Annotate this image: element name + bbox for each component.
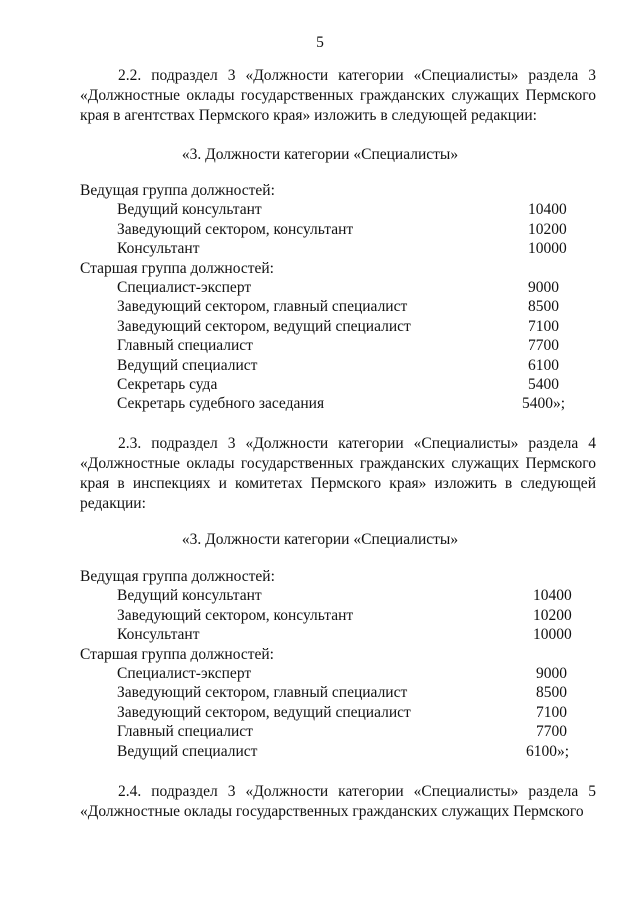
paragraph-2-4: 2.4. подраздел 3 «Должности категории «Специалисты» раздела 5 «Должностные оклады государственных гражданских служащих Пермского bbox=[80, 783, 596, 820]
section-heading-2-2: «3. Должности категории «Специалисты» bbox=[181, 146, 459, 163]
table-row bbox=[80, 586, 596, 605]
position-name: Специалист-эксперт bbox=[117, 278, 252, 296]
position-name: Консультант bbox=[117, 240, 200, 258]
position-name: Заведующий сектором, ведущий специалист bbox=[117, 703, 411, 721]
salary-value: 8500 bbox=[528, 298, 559, 316]
table-row bbox=[80, 336, 596, 355]
salary-value: 7100 bbox=[528, 317, 559, 335]
position-name: Секретарь суда bbox=[117, 375, 218, 393]
table-row bbox=[80, 722, 596, 741]
position-name: Заведующий сектором, ведущий специалист bbox=[117, 317, 411, 335]
table-row bbox=[80, 703, 596, 722]
salary-value: 10400 bbox=[528, 201, 567, 219]
salary-value: 5400»; bbox=[522, 395, 566, 413]
table-row bbox=[80, 297, 596, 316]
salary-value: 10000 bbox=[528, 240, 567, 258]
table-row bbox=[80, 664, 596, 683]
table-row bbox=[80, 394, 596, 413]
position-name: Ведущий консультант bbox=[117, 201, 262, 219]
table-row bbox=[80, 375, 596, 394]
position-name: Заведующий сектором, главный специалист bbox=[117, 684, 408, 702]
position-name: Заведующий сектором, консультант bbox=[117, 606, 354, 624]
salary-value: 5400 bbox=[528, 375, 559, 393]
salary-value: 7100 bbox=[536, 703, 567, 721]
salary-value: 10200 bbox=[528, 220, 567, 238]
salary-value: 10400 bbox=[533, 587, 572, 605]
paragraph-2-2: 2.2. подраздел 3 «Должности категории «Специалисты» раздела 3 «Должностные оклады государственных гражданских служащих Пермского края в агентствах Пермского края» изложить в следующей редакции: bbox=[80, 67, 596, 124]
salary-table-2-3 bbox=[80, 567, 596, 761]
salary-value: 6100 bbox=[528, 356, 559, 374]
paragraph-2-3: 2.3. подраздел 3 «Должности категории «Специалисты» раздела 4 «Должностные оклады государственных гражданских служащих Пермского края в инспекциях и комитетах Пермского края» изложить в следующей редакции: bbox=[80, 435, 596, 512]
position-name: Ведущий консультант bbox=[117, 587, 262, 605]
table-row bbox=[80, 239, 596, 258]
table-row bbox=[80, 625, 596, 644]
section-heading-2-3: «3. Должности категории «Специалисты» bbox=[181, 531, 459, 548]
position-name: Ведущий специалист bbox=[117, 742, 258, 760]
salary-value: 10200 bbox=[533, 606, 572, 624]
table-row bbox=[80, 606, 596, 625]
salary-value: 8500 bbox=[536, 684, 567, 702]
group-title: Старшая группа должностей: bbox=[80, 259, 274, 277]
table-row bbox=[80, 278, 596, 297]
table-row bbox=[80, 742, 596, 761]
group-title: Ведущая группа должностей: bbox=[80, 182, 275, 199]
group-title: Старшая группа должностей: bbox=[80, 645, 274, 663]
group-title: Ведущая группа должностей: bbox=[80, 568, 275, 585]
salary-value: 9000 bbox=[536, 664, 567, 682]
table-row bbox=[80, 683, 596, 702]
position-name: Заведующий сектором, консультант bbox=[117, 220, 354, 238]
page-number: 5 bbox=[316, 34, 324, 51]
salary-value: 9000 bbox=[528, 278, 559, 296]
position-name: Главный специалист bbox=[117, 723, 253, 741]
salary-value: 6100»; bbox=[526, 742, 570, 760]
table-row bbox=[80, 200, 596, 219]
salary-value: 7700 bbox=[528, 337, 559, 355]
position-name: Заведующий сектором, главный специалист bbox=[117, 298, 408, 316]
position-name: Консультант bbox=[117, 626, 200, 644]
position-name: Секретарь судебного заседания bbox=[117, 395, 325, 413]
table-row bbox=[80, 220, 596, 239]
position-name: Ведущий специалист bbox=[117, 356, 258, 374]
position-name: Главный специалист bbox=[117, 337, 253, 355]
salary-value: 7700 bbox=[536, 723, 567, 741]
table-row bbox=[80, 317, 596, 336]
salary-table-2-2 bbox=[80, 181, 596, 414]
salary-value: 10000 bbox=[533, 626, 572, 644]
table-row bbox=[80, 356, 596, 375]
position-name: Специалист-эксперт bbox=[117, 664, 252, 682]
